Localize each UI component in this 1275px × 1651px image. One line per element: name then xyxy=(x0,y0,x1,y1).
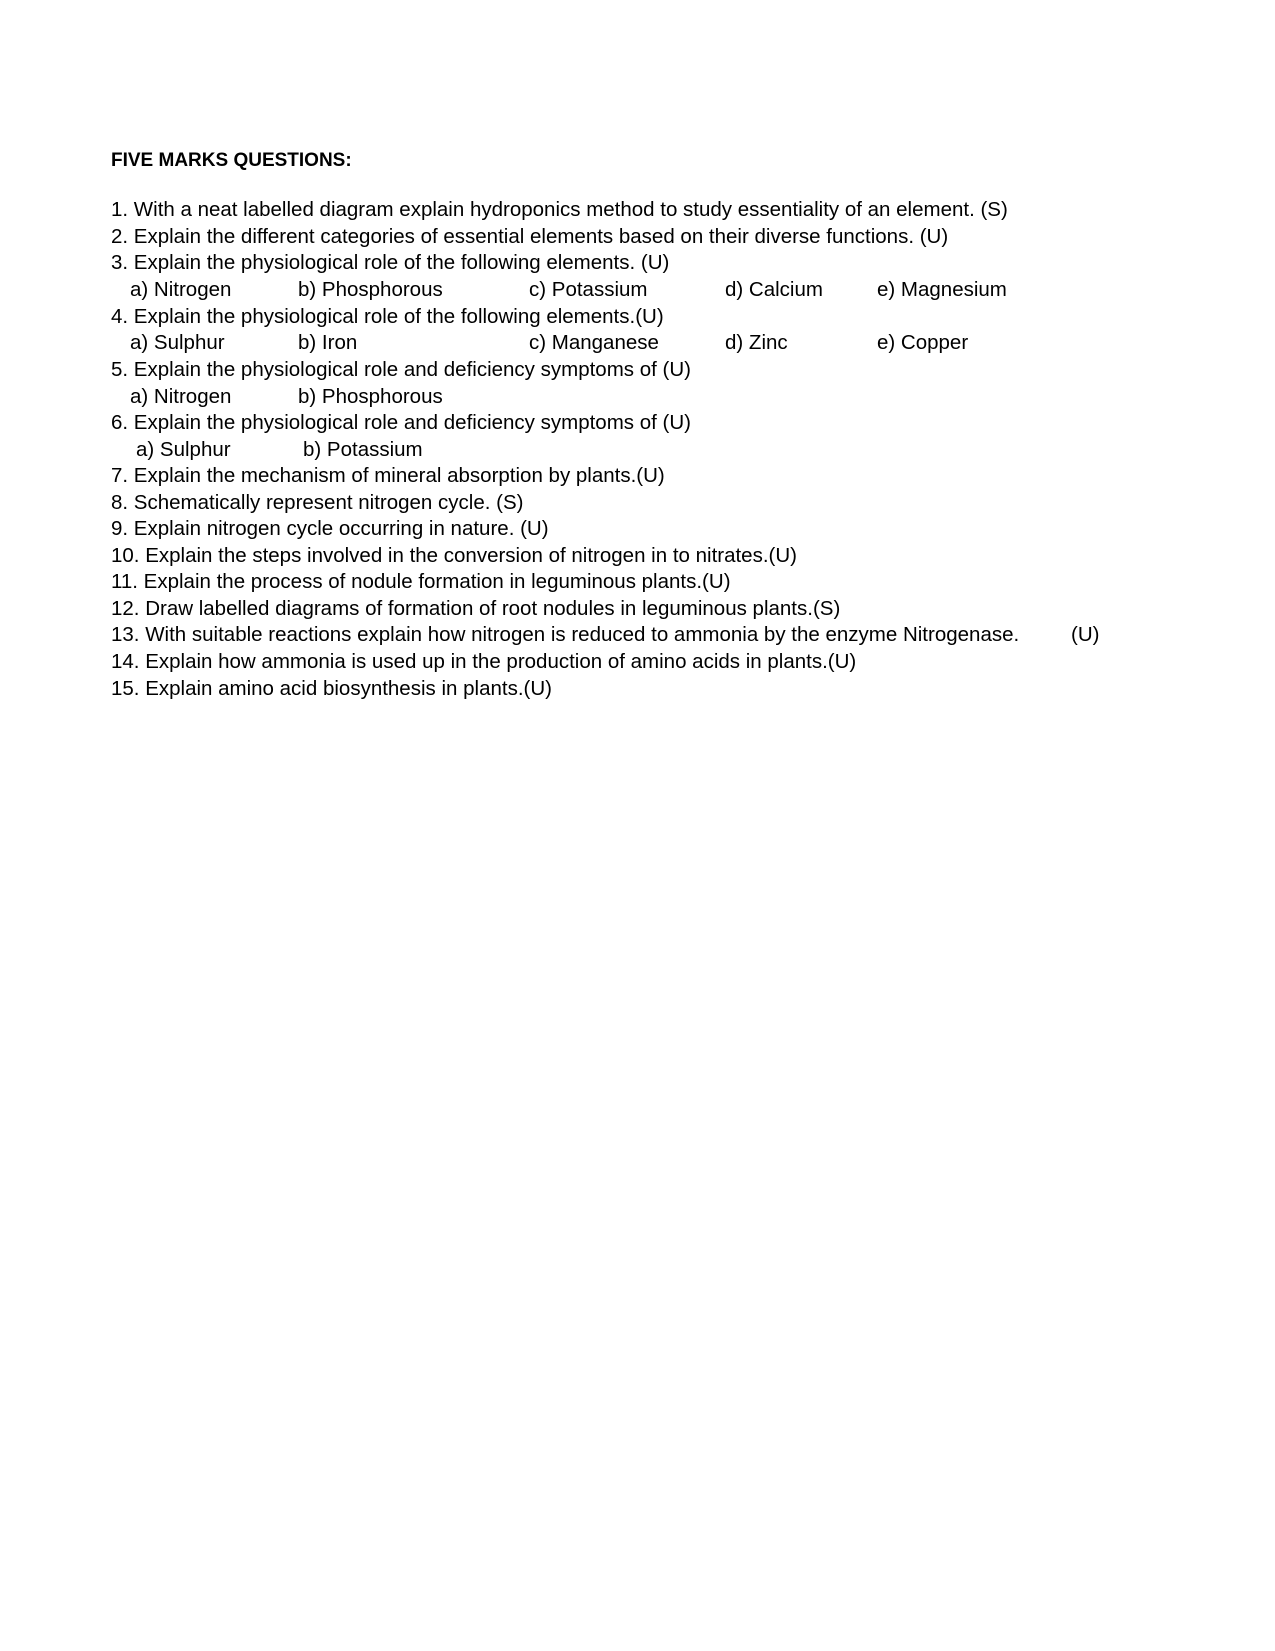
question-4: 4. Explain the physiological role of the following elements.(U) xyxy=(111,305,664,328)
option-item: b) Phosphorous xyxy=(298,385,443,408)
question-6: 6. Explain the physiological role and deficiency symptoms of (U) xyxy=(111,411,691,434)
option-item: e) Magnesium xyxy=(877,278,1007,301)
option-item: d) Calcium xyxy=(725,278,823,301)
question-3: 3. Explain the physiological role of the following elements. (U) xyxy=(111,251,670,274)
question-10: 10. Explain the steps involved in the conversion of nitrogen in to nitrates.(U) xyxy=(111,544,797,567)
question-9: 9. Explain nitrogen cycle occurring in nature. (U) xyxy=(111,517,549,540)
option-item: e) Copper xyxy=(877,331,969,354)
option-item: a) Nitrogen xyxy=(130,385,232,408)
question-11: 11. Explain the process of nodule formation in leguminous plants.(U) xyxy=(111,570,731,593)
option-item: b) Potassium xyxy=(303,438,423,461)
question-15: 15. Explain amino acid biosynthesis in plants.(U) xyxy=(111,677,552,700)
question-5: 5. Explain the physiological role and deficiency symptoms of (U) xyxy=(111,358,691,381)
option-item: c) Manganese xyxy=(529,331,659,354)
question-1: 1. With a neat labelled diagram explain hydroponics method to study essentiality of an element. (S) xyxy=(111,198,1008,221)
question-13-tag: (U) xyxy=(1071,623,1100,646)
option-item: b) Phosphorous xyxy=(298,278,443,301)
question-2: 2. Explain the different categories of essential elements based on their diverse functions. (U) xyxy=(111,225,949,248)
option-item: c) Potassium xyxy=(529,278,648,301)
question-13: 13. With suitable reactions explain how nitrogen is reduced to ammonia by the enzyme Nitrogenase. xyxy=(111,623,1020,646)
option-item: a) Sulphur xyxy=(130,331,225,354)
option-item: b) Iron xyxy=(298,331,358,354)
option-item: a) Sulphur xyxy=(136,438,231,461)
section-heading: FIVE MARKS QUESTIONS: xyxy=(111,150,352,171)
question-12: 12. Draw labelled diagrams of formation of root nodules in leguminous plants.(S) xyxy=(111,597,841,620)
question-14: 14. Explain how ammonia is used up in the production of amino acids in plants.(U) xyxy=(111,650,857,673)
option-item: d) Zinc xyxy=(725,331,788,354)
option-item: a) Nitrogen xyxy=(130,278,232,301)
question-7: 7. Explain the mechanism of mineral absorption by plants.(U) xyxy=(111,464,665,487)
question-8: 8. Schematically represent nitrogen cycle. (S) xyxy=(111,491,524,514)
